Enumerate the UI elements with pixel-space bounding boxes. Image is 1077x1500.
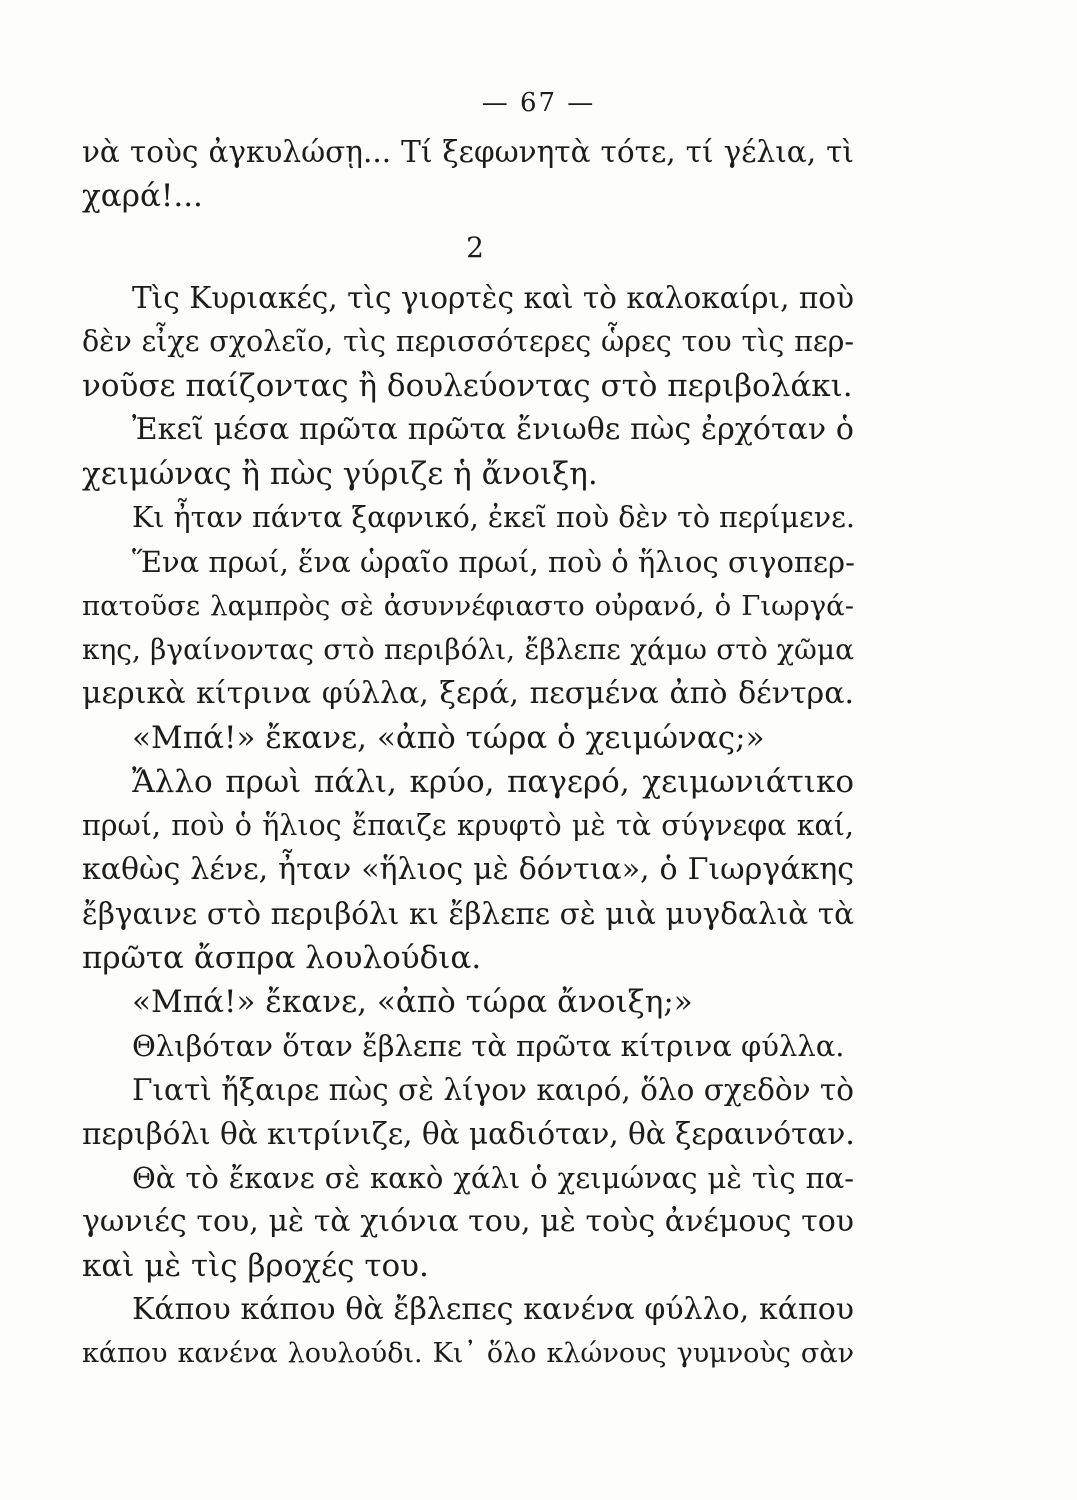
text-line: πρῶτα ἄσπρα λουλούδια. bbox=[82, 940, 482, 976]
text-line: χαρά!... bbox=[82, 178, 203, 214]
text-line: «Μπά!» ἔκανε, «ἀπὸ τώρα ὁ χειμώνας;» bbox=[132, 720, 765, 756]
text-line: «Μπά!» ἔκανε, «ἀπὸ τώρα ἄνοιξη;» bbox=[132, 984, 693, 1020]
text-line: χειμώνας ἢ πὼς γύριζε ἡ ἄνοιξη. bbox=[82, 456, 598, 492]
text-line: νὰ τοὺς ἀγκυλώσῃ... Τί ξεφωνητὰ τότε, τί γέλια, τὶ bbox=[82, 135, 854, 169]
text-line: Ἕνα πρωί, ἕνα ὡραῖο πρωί, ποὺ ὁ ἥλιος σιγοπερ- bbox=[132, 545, 855, 579]
body-text bbox=[82, 130, 854, 1376]
text-line: περιβόλι θὰ κιτρίνιζε, θὰ μαδιόταν, θὰ ξεραινόταν. bbox=[82, 1117, 855, 1151]
text-line: καὶ μὲ τὶς βροχές του. bbox=[82, 1248, 429, 1284]
page-number: — 67 — bbox=[481, 88, 596, 118]
text-line: Γιατὶ ἤξαιρε πὼς σὲ λίγον καιρό, ὅλο σχεδὸν τὸ bbox=[132, 1073, 854, 1107]
text-line: Ἐκεῖ μέσα πρῶτα πρῶτα ἔνιωθε πὼς ἐρχόταν ὁ bbox=[132, 412, 854, 447]
text-line: κης, βγαίνοντας στὸ περιβόλι, ἔβλεπε χάμω στὸ χῶμα bbox=[82, 633, 854, 666]
text-line: Θλιβόταν ὅταν ἔβλεπε τὰ πρῶτα κίτρινα φύλλα. bbox=[132, 1029, 845, 1063]
text-line: γωνιές του, μὲ τὰ χιόνια του, μὲ τοὺς ἀνέμους του bbox=[82, 1204, 854, 1239]
text-line: δὲν εἶχε σχολεῖο, τὶς περισσότερες ὧρες του τὶς περ- bbox=[82, 325, 854, 358]
text-line: ἔβγαινε στὸ περιβόλι κι ἔβλεπε σὲ μιὰ μυγδαλιὰ τὰ bbox=[82, 897, 854, 931]
text-line: κάπου κανένα λουλούδι. Κι᾽ ὅλο κλώνους γυμνοὺς σὰν bbox=[82, 1338, 854, 1369]
text-line: νοῦσε παίζοντας ἢ δουλεύοντας στὸ περιβολάκι. bbox=[82, 368, 853, 404]
text-line: μερικὰ κίτρινα φύλλα, ξερά, πεσμένα ἀπὸ δέντρα. bbox=[82, 676, 854, 711]
text-line: Τὶς Κυριακές, τὶς γιορτὲς καὶ τὸ καλοκαίρι, ποὺ bbox=[132, 281, 854, 315]
text-line: καθὼς λένε, ἦταν «ἥλιος μὲ δόντια», ὁ Γιωργάκης bbox=[82, 852, 854, 887]
text-line: Κι ἦταν πάντα ξαφνικό, ἐκεῖ ποὺ δὲν τὸ περίμενε. bbox=[132, 501, 855, 534]
section-number: 2 bbox=[466, 231, 484, 264]
text-line: Θὰ τὸ ἔκανε σὲ κακὸ χάλι ὁ χειμώνας μὲ τὶς πα- bbox=[132, 1161, 854, 1195]
text-line: Ἄλλο πρωὶ πάλι, κρύο, παγερό, χειμωνιάτικο bbox=[132, 764, 854, 800]
text-line: Κάπου κάπου θὰ ἔβλεπες κανένα φύλλο, κάπου bbox=[132, 1292, 854, 1327]
text-line: πατοῦσε λαμπρὸς σὲ ἀσυννέφιαστο οὐρανό, ὁ Γιωργά- bbox=[82, 590, 854, 622]
text-line: πρωί, ποὺ ὁ ἥλιος ἔπαιζε κρυφτὸ μὲ τὰ σύγνεφα καί, bbox=[82, 809, 854, 842]
